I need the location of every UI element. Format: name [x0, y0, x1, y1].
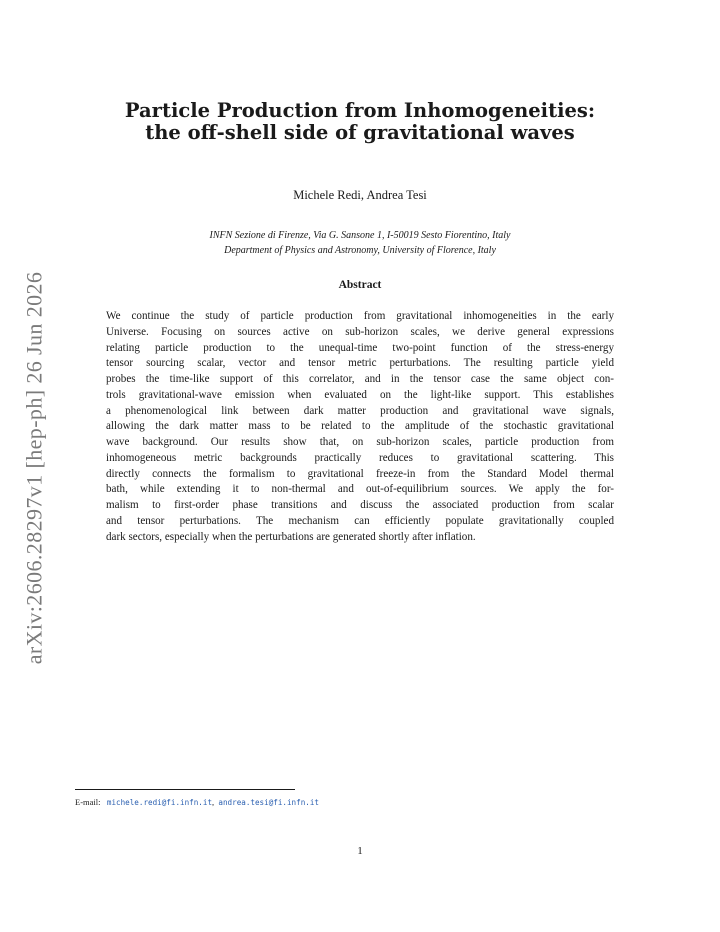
abstract-line: a phenomenological link between dark matter production and gravitational wave signals,	[106, 404, 614, 417]
abstract-line: directly connects the formalism to gravitational freeze-in from the Standard Model thermal	[106, 467, 614, 480]
abstract-heading: Abstract	[338, 279, 382, 291]
abstract-line: malism to first-order phase transitions and discuss the associated production from scalar	[106, 499, 614, 511]
abstract-line: Universe. Focusing on sources active on sub-horizon scales, we derive general expressions	[106, 325, 614, 338]
abstract-line: and tensor perturbations. The mechanism can efficiently populate gravitationally coupled	[106, 514, 614, 527]
abstract-line: trols gravitational-wave emission when evaluated on the light-like support. This establishes	[106, 388, 614, 401]
abstract-body	[106, 309, 614, 545]
abstract-line: dark sectors, especially when the perturbations are generated shortly after inflation.	[106, 530, 476, 543]
abstract-line: tensor sourcing scalar, vector and tensor metric perturbations. The resulting particle yield	[106, 357, 614, 370]
abstract-line: relating particle production to the unequal-time two-point function of the stress-energy	[106, 341, 614, 354]
abstract-line: We continue the study of particle production from gravitational inhomogeneities in the early	[106, 310, 614, 322]
email-label: E-mail:	[75, 797, 101, 807]
affiliations	[100, 228, 620, 258]
abstract-line: probes the time-like support of this correlator, and in the tensor case the same object con-	[106, 373, 614, 385]
abstract-line: inhomogeneous metric backgrounds practically reduces to gravitational scattering. This	[106, 451, 614, 464]
affiliation-1: INFN Sezione di Firenze, Via G. Sansone 1, I-50019 Sesto Fiorentino, Italy	[209, 230, 511, 241]
email-separator: ,	[212, 797, 215, 807]
abstract-line: bath, while extending it to non-thermal and out-of-equilibrium sources. We apply the for-	[106, 483, 614, 496]
email-link-tesi[interactable]: andrea.tesi@fi.infn.it	[218, 798, 319, 807]
abstract-line: allowing the dark matter mass to be related to the amplitude of the stochastic gravitational	[106, 420, 614, 433]
author-list: Michele Redi, Andrea Tesi	[293, 188, 427, 202]
paper-title	[100, 100, 620, 144]
email-link-redi[interactable]: michele.redi@fi.infn.it	[106, 798, 213, 807]
affiliation-2: Department of Physics and Astronomy, University of Florence, Italy	[224, 245, 496, 256]
arxiv-identifier-text: arXiv:2606.28297v1 [hep-ph] 26 Jun 2026	[21, 271, 47, 665]
abstract-line: wave background. Our results show that, on sub-horizon scales, particle production from	[106, 436, 614, 448]
footnote-email	[75, 797, 319, 807]
footnote-rule	[75, 789, 295, 790]
title-line-2: the off-shell side of gravitational waves	[145, 121, 575, 144]
title-line-1: Particle Production from Inhomogeneities:	[124, 99, 596, 122]
arxiv-identifier-stamp	[12, 258, 56, 678]
page-number: 1	[357, 845, 363, 857]
